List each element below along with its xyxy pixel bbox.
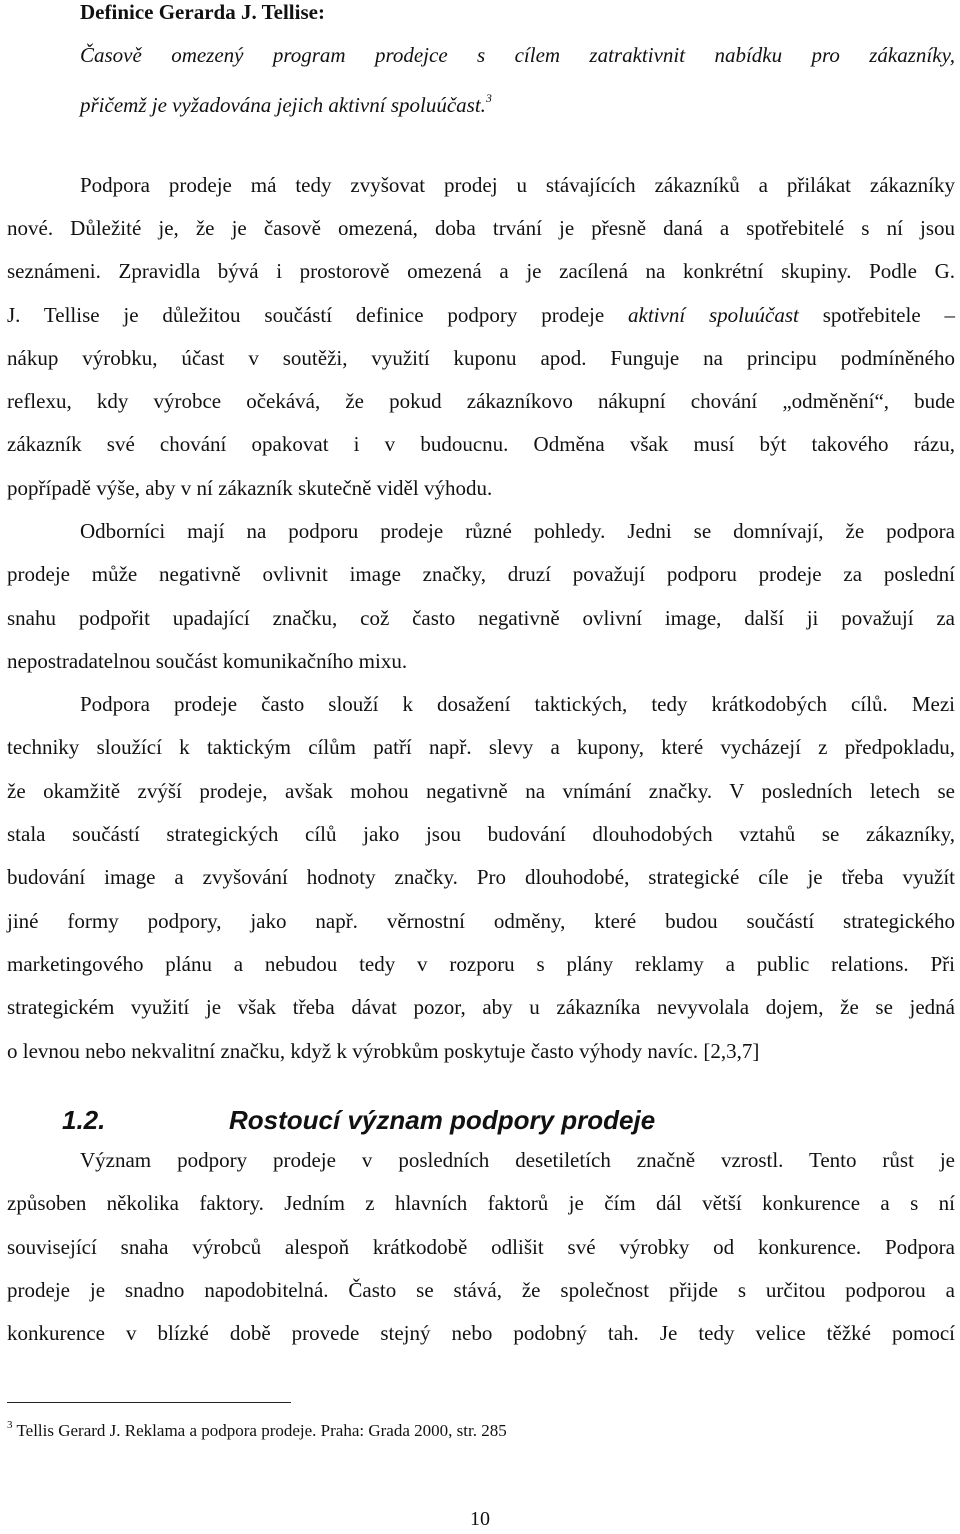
paragraph-line: o levnou nebo nekvalitní značku, když k výrobkům poskytuje často výhody navíc. [2,3,7]: [7, 1039, 760, 1063]
section-title: Rostoucí význam podpory prodeje: [229, 1105, 656, 1135]
paragraph-text: spotřebitele –: [822, 303, 955, 327]
paragraph-line: zákazník své chování opakovat i v budoucnu. Odměna však musí být takového rázu,: [7, 432, 955, 456]
paragraph-text: J. Tellise je důležitou součástí definice podpory prodeje: [7, 303, 605, 327]
paragraph-line: popřípadě výše, aby v ní zákazník skutečně viděl výhodu.: [7, 476, 493, 500]
paragraph-line: konkurence v blízké době provede stejný nebo podobný tah. Je tedy velice těžké pomocí: [7, 1321, 955, 1345]
definition-quote-line: [80, 84, 955, 119]
paragraph-line: způsoben několika faktory. Jedním z hlavních faktorů je čím dál větší konkurence a s ní: [7, 1191, 955, 1215]
paragraph-line: stala součástí strategických cílů jako jsou budování dlouhodobých vztahů se zákazníky,: [7, 822, 955, 846]
paragraph-line: související snaha výrobců alespoň krátkodobě odlišit své výrobky od konkurence. Podpora: [7, 1235, 955, 1259]
footnote-reference: 3: [485, 91, 492, 105]
page-number: 10: [470, 1508, 490, 1530]
definition-quote-text: přičemž je vyžadována jejich aktivní spoluúčast.: [80, 93, 486, 117]
paragraph-line: reflexu, kdy výrobce očekává, že pokud zákazníkovo nákupní chování „odměnění“, bude: [7, 389, 955, 413]
footnote-text: Tellis Gerard J. Reklama a podpora prodeje. Praha: Grada 2000, str. 285: [16, 1421, 507, 1440]
paragraph-line: jiné formy podpory, jako např. věrnostní odměny, které budou součástí strategického: [7, 909, 955, 933]
paragraph-line: nové. Důležité je, že je časově omezená, doba trvání je přesně daná a spotřebitelé s ní jsou: [7, 216, 955, 240]
footnote-marker: 3: [7, 1419, 13, 1431]
paragraph-line: seznámeni. Zpravidla bývá i prostorově omezená a je zacílená na konkrétní skupiny. Podle G.: [7, 259, 955, 283]
definition-quote-line: Časově omezený program prodejce s cílem zatraktivnit nabídku pro zákazníky,: [80, 43, 955, 67]
definition-heading: Definice Gerarda J. Tellise:: [80, 0, 325, 24]
footnote-divider: [7, 1402, 291, 1403]
paragraph-line: budování image a zvyšování hodnoty značky. Pro dlouhodobé, strategické cíle je třeba využít: [7, 865, 955, 889]
paragraph-line: Odborníci mají na podporu prodeje různé pohledy. Jedni se domnívají, že podpora: [80, 519, 955, 543]
paragraph-line: nepostradatelnou součást komunikačního mixu.: [7, 649, 408, 673]
emphasis-text: aktivní spoluúčast: [628, 303, 799, 327]
paragraph-line: Podpora prodeje má tedy zvyšovat prodej u stávajících zákazníků a přilákat zákazníky: [80, 173, 955, 197]
paragraph-line: marketingového plánu a nebudou tedy v rozporu s plány reklamy a public relations. Při: [7, 952, 955, 976]
paragraph-line: snahu podpořit upadající značku, což často negativně ovlivní image, další ji považují za: [7, 606, 955, 630]
paragraph-line: Podpora prodeje často slouží k dosažení taktických, tedy krátkodobých cílů. Mezi: [80, 692, 955, 716]
paragraph-line: prodeje je snadno napodobitelná. Často se stává, že společnost přijde s určitou podporou a: [7, 1278, 955, 1302]
paragraph-line: strategickém využití je však třeba dávat pozor, aby u zákazníka nevyvolala dojem, že se jedná: [7, 995, 955, 1019]
section-number: 1.2.: [62, 1105, 106, 1135]
paragraph-line: Význam podpory prodeje v posledních desetiletích značně vzrostl. Tento růst je: [80, 1148, 955, 1172]
paragraph-line: [7, 301, 955, 329]
paragraph-line: že okamžitě zvýší prodeje, avšak mohou negativně na vnímání značky. V posledních letech se: [7, 779, 955, 803]
paragraph-line: prodeje může negativně ovlivnit image značky, druzí považují podporu prodeje za poslední: [7, 562, 955, 586]
footnote: [7, 1414, 507, 1442]
paragraph-line: techniky sloužící k taktickým cílům patří např. slevy a kupony, které vycházejí z předpokladu,: [7, 735, 955, 759]
paragraph-line: nákup výrobku, účast v soutěži, využití kuponu apod. Funguje na principu podmíněného: [7, 346, 955, 370]
